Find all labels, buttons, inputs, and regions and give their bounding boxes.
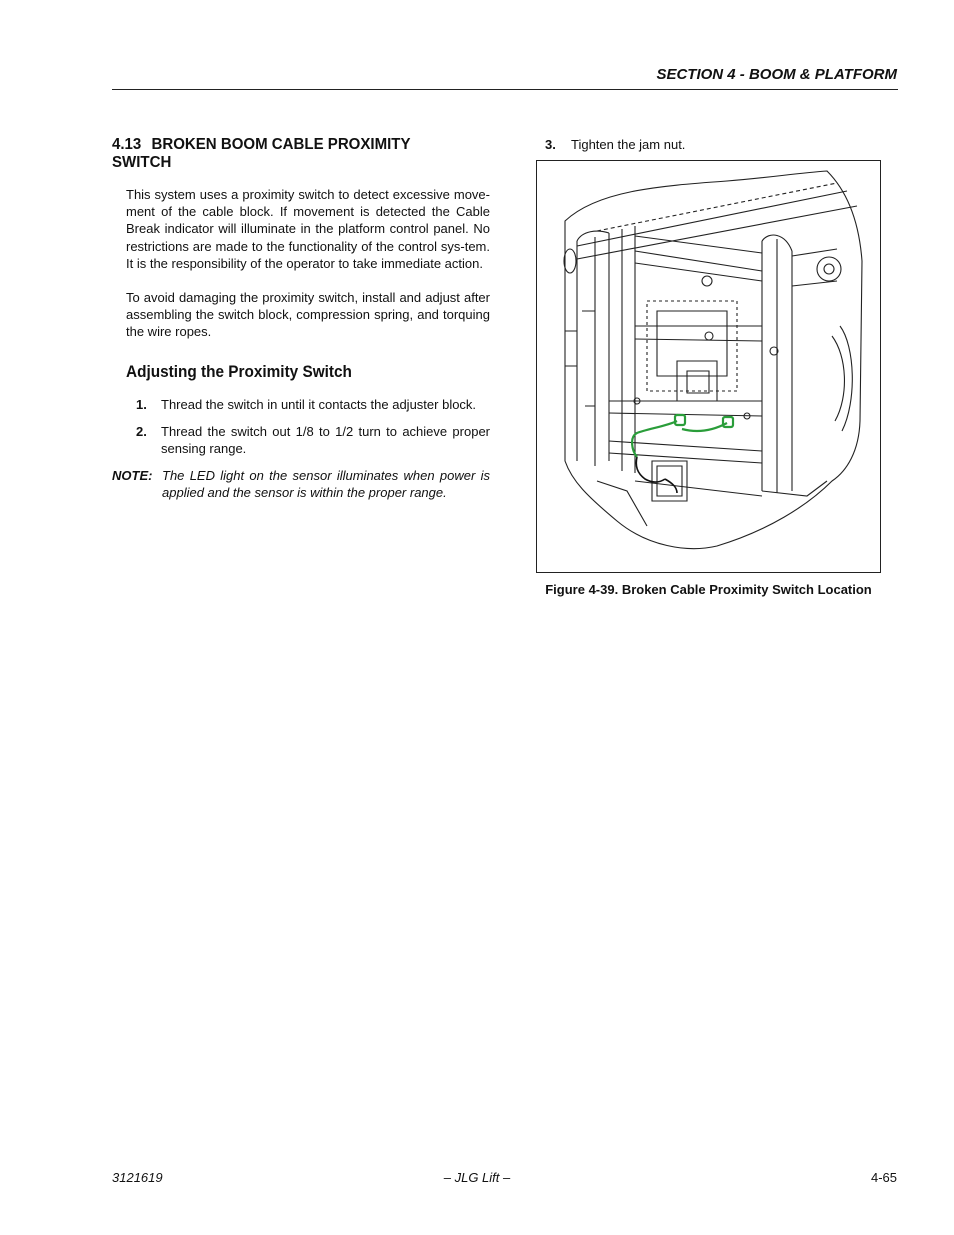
paragraph-install-note: To avoid damaging the proximity switch, install and adjust after assembling the switch block, compression spring, and torquing the wire ropes. [126,290,490,340]
footer-doc-number: 3121619 [112,1170,163,1185]
section-title: BROKEN BOOM CABLE PROXIMITY SWITCH [112,136,411,171]
subsection-title: Adjusting the Proximity Switch [126,362,352,381]
step-item [536,136,881,153]
section-heading [112,136,467,172]
step-item [112,396,490,413]
footer-page-number: 4-65 [870,1170,897,1185]
figure-caption: Figure 4-39. Broken Cable Proximity Switch Location [545,582,872,597]
left-column [112,136,490,502]
boom-assembly-illustration [537,161,880,572]
note-block [112,467,490,501]
note-text: The LED light on the sensor illuminates when power is applied and the sensor is within the proper range. [162,468,490,501]
header-divider [112,89,898,90]
step-item [112,423,490,457]
figure-frame [536,160,881,573]
step-text: Tighten the jam nut. [571,137,686,152]
step-text: Thread the switch out 1/8 to 1/2 turn to achieve proper sensing range. [161,423,490,457]
section-header-title: SECTION 4 - BOOM & PLATFORM [656,66,897,83]
step-number: 1. [136,396,147,412]
step-text: Thread the switch in until it contacts the adjuster block. [161,396,477,412]
step-number: 3. [545,137,556,152]
step-number: 2. [136,423,147,439]
section-number: 4.13 [112,136,142,153]
note-label: NOTE: [112,468,153,484]
right-column [536,136,881,597]
footer-publisher: – JLG Lift – [443,1170,511,1185]
paragraph-intro: This system uses a proximity switch to detect excessive move-ment of the cable block. If movement is detected the Cable Break indicator will illuminate in the platform control panel. No restrictions are made to the functionality of the control sys-tem. It is the responsibility of the operator to take immediate action. [126,187,490,271]
